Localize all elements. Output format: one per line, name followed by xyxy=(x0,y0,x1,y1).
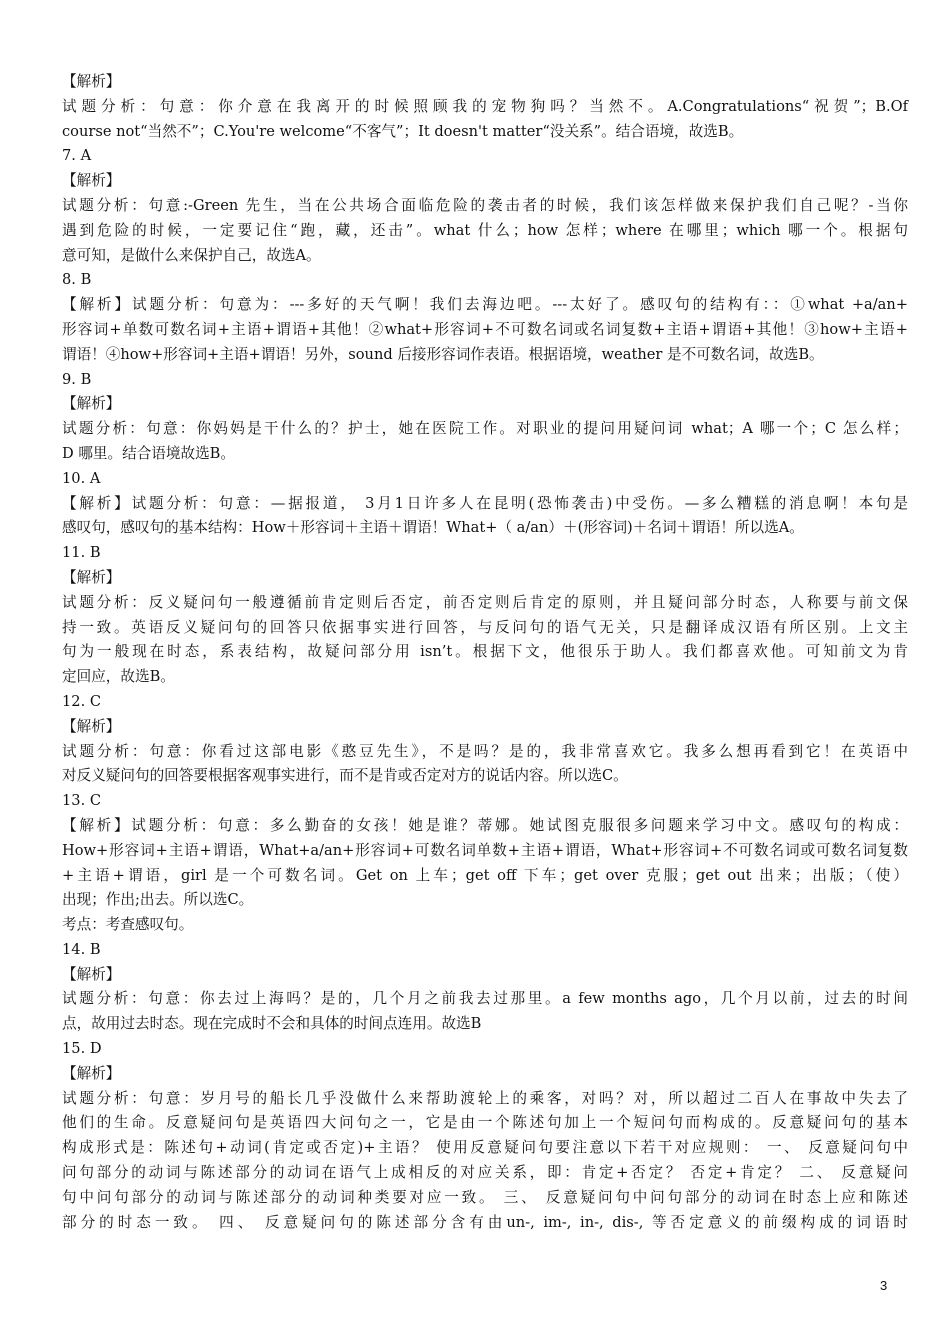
text-line: 形容词+单数可数名词+主语+谓语+其他！②what+形容词+不可数名词或名词复数+主语+谓语+其他！③how+主语+ xyxy=(62,320,908,338)
answer-heading: 14. B xyxy=(62,940,101,958)
text-line: +主语+谓语，girl 是一个可数名词。Get on 上车；get off 下车；get over 克服；get out 出来；出版；（使） xyxy=(62,866,908,884)
text-line: 试题分析：句意：你介意在我离开的时候照顾我的宠物狗吗？当然不。A.Congratulations“祝贺”；B.Of xyxy=(62,97,908,115)
text-line: course not“当然不”；C.You're welcome“不客气”；It doesn't matter“没关系”。结合语境，故选B。 xyxy=(62,122,744,140)
analysis-line: 【解析】试题分析：句意：—据报道， 3月1日许多人在昆明(恐怖袭击)中受伤。—多么糟糕的消息啊！本句是 xyxy=(62,494,908,512)
answer-heading: 7. A xyxy=(62,147,92,165)
text-line: 意可知，是做什么来保护自己，故选A。 xyxy=(62,246,321,264)
text-line: 谓语！④how+形容词+主语+谓语！另外，sound 后接形容词作表语。根据语境，weather 是不可数名词，故选B。 xyxy=(62,345,824,363)
analysis-line: 【解析】 xyxy=(62,568,121,586)
text-line: 构成形式是：陈述句+动词(肯定或否定)+主语？ 使用反意疑问句要注意以下若干对应规则： 一、 反意疑问句中 xyxy=(62,1139,908,1157)
answer-heading: 10. A xyxy=(62,469,101,487)
text-line: 句中问句部分的动词与陈述部分的动词种类要对应一致。 三、 反意疑问句中问句部分的动词在时态上应和陈述 xyxy=(62,1188,908,1206)
text-line: 试题分析：句意：你去过上海吗？是的，几个月之前我去过那里。a few months ago，几个月以前，过去的时间 xyxy=(62,990,908,1008)
text-line: 对反义疑问句的回答要根据客观事实进行，而不是肯或否定对方的说话内容。所以选C。 xyxy=(62,767,628,785)
text-line: 他们的生命。反意疑问句是英语四大问句之一，它是由一个陈述句加上一个短问句而构成的。反意疑问句的基本 xyxy=(62,1114,908,1132)
text-line: 考点：考查感叹句。 xyxy=(62,916,194,934)
answer-heading: 9. B xyxy=(62,370,92,388)
page-number: 3 xyxy=(880,1278,888,1293)
analysis-line: 【解析】 xyxy=(62,717,121,735)
analysis-line: 【解析】试题分析：句意：多么勤奋的女孩！她是谁？蒂娜。她试图克服很多问题来学习中文。感叹句的构成： xyxy=(62,816,908,834)
text-line: 试题分析：句意：岁月号的船长几乎没做什么来帮助渡轮上的乘客，对吗？对，所以超过二百人在事故中失去了 xyxy=(62,1089,908,1107)
analysis-line: 【解析】 xyxy=(62,1064,121,1082)
document-body xyxy=(62,70,908,1235)
text-line: How+形容词+主语+谓语，What+a/an+形容词+可数名词单数+主语+谓语，What+形容词+不可数名词或可数名词复数 xyxy=(62,841,908,859)
analysis-line: 【解析】 xyxy=(62,172,121,190)
text-line: 句为一般现在时态，系表结构，故疑问部分用 isn’t。根据下文，他很乐于助人。我们都喜欢他。可知前文为肯 xyxy=(62,643,908,661)
answer-heading: 13. C xyxy=(62,792,102,810)
analysis-line: 【解析】 xyxy=(62,73,121,90)
analysis-line: 【解析】试题分析：句意为：---多好的天气啊！我们去海边吧。---太好了。感叹句的结构有：：①what +a/an+ xyxy=(62,296,908,314)
text-line: 试题分析：句意：你妈妈是干什么的？护士，她在医院工作。对职业的提问用疑问词 what；A 哪一个；C 怎么样； xyxy=(62,420,908,438)
text-line: D 哪里。结合语境故选B。 xyxy=(62,444,236,462)
text-line: 出现；作出;出去。所以选C。 xyxy=(62,891,254,909)
text-line: 问句部分的动词与陈述部分的动词在语气上成相反的对应关系，即：肯定+否定？ 否定+肯定？ 二、 反意疑问 xyxy=(62,1164,908,1182)
analysis-line: 【解析】 xyxy=(62,395,121,413)
text-line: 定回应，故选B。 xyxy=(62,668,175,686)
text-line: 试题分析：句意:-Green 先生，当在公共场合面临危险的袭击者的时候，我们该怎样做来保护我们自己呢？-当你 xyxy=(62,196,908,214)
analysis-line: 【解析】 xyxy=(62,965,121,983)
answer-heading: 12. C xyxy=(62,692,102,710)
answer-heading: 8. B xyxy=(62,271,92,289)
text-line: 持一致。英语反义疑问句的回答只依据事实进行回答，与反问句的语气无关，只是翻译成汉语有所区别。上文主 xyxy=(62,618,908,636)
text-line: 试题分析：句意：你看过这部电影《憨豆先生》，不是吗？是的，我非常喜欢它。我多么想再看到它！在英语中 xyxy=(62,742,908,760)
text-line: 点，故用过去时态。现在完成时不会和具体的时间点连用。故选B xyxy=(62,1015,482,1033)
text-line: 部分的时态一致。 四、 反意疑问句的陈述部分含有由un-, im-, in-, dis-, 等否定意义的前缀构成的词语时 xyxy=(62,1213,908,1231)
text-line: 遇到危险的时候，一定要记住“跑，藏，还击”。what 什么；how 怎样；where 在哪里；which 哪一个。根据句 xyxy=(62,221,908,239)
answer-heading: 15. D xyxy=(62,1040,102,1058)
answer-heading: 11. B xyxy=(62,544,101,562)
text-line: 试题分析：反义疑问句一般遵循前肯定则后否定，前否定则后肯定的原则，并且疑问部分时态，人称要与前文保 xyxy=(62,593,908,611)
text-line: 感叹句，感叹句的基本结构：How＋形容词＋主语＋谓语！What+（ a/an）＋(形容词)＋名词＋谓语！所以选A。 xyxy=(62,519,804,537)
